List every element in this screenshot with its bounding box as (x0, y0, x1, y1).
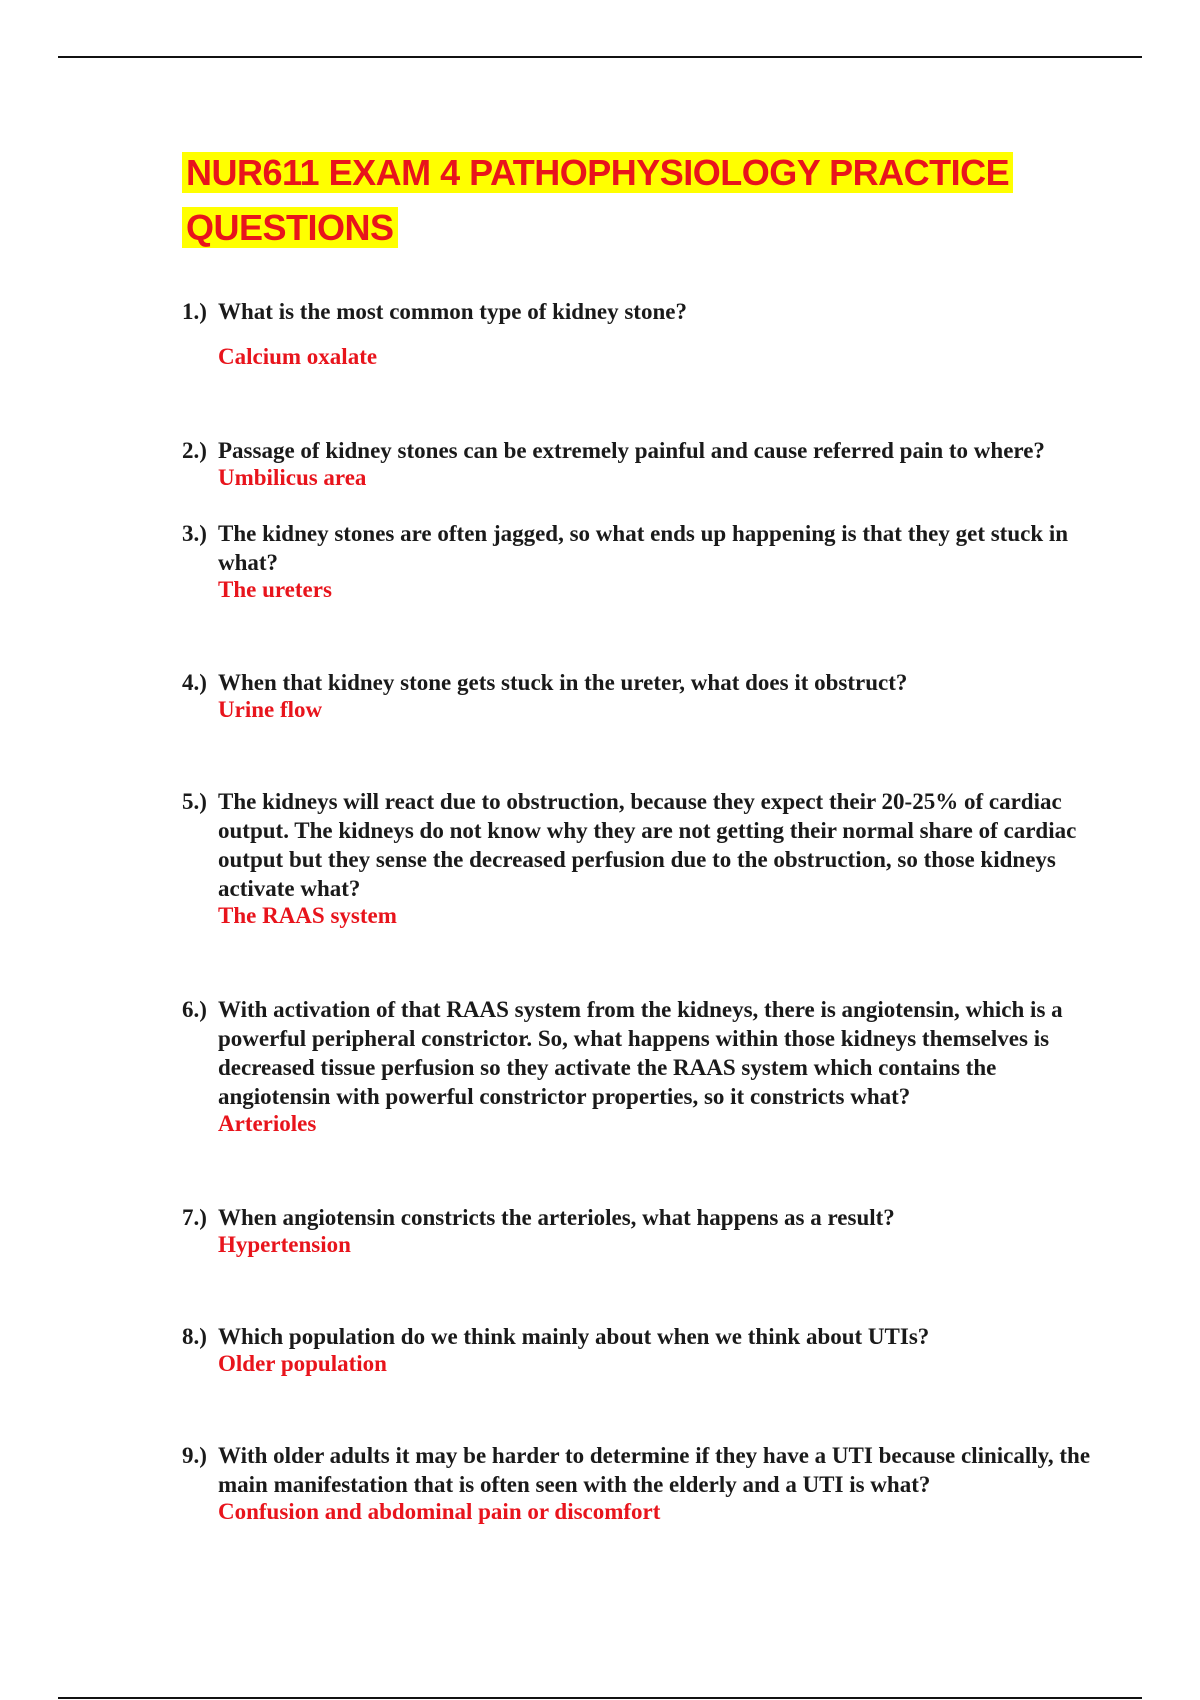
question-item (182, 787, 1092, 929)
answer-text: Arterioles (218, 1111, 317, 1136)
question-text: Passage of kidney stones can be extremely painful and cause referred pain to where? (218, 438, 1045, 463)
answer-text: Calcium oxalate (218, 344, 378, 369)
question-text: When that kidney stone gets stuck in the ureter, what does it obstruct? (218, 670, 908, 695)
question-item (182, 1322, 1092, 1377)
answer-text: Older population (218, 1351, 387, 1376)
question-item (182, 436, 1117, 491)
question-number: 8.) (182, 1324, 207, 1349)
question-number: 7.) (182, 1205, 207, 1230)
question-text: With activation of that RAAS system from the kidneys, there is angiotensin, which is a powerful peripheral constrictor. So, what happens within those kidneys themselves is decreased tissue perfusion so they activate the RAAS system which contains the angiotensin with powerful constrictor properties, so it constricts what? (218, 997, 1063, 1109)
question-number: 5.) (182, 789, 207, 814)
question-text: When angiotensin constricts the arterioles, what happens as a result? (218, 1205, 895, 1230)
question-number: 2.) (182, 438, 207, 463)
question-number: 1.) (182, 299, 207, 324)
question-number: 9.) (182, 1443, 207, 1468)
question-item (182, 519, 1092, 603)
answer-text: The ureters (218, 577, 332, 602)
answer-text: Hypertension (218, 1232, 351, 1257)
question-item (182, 668, 1092, 723)
question-text: Which population do we think mainly about when we think about UTIs? (218, 1324, 930, 1349)
answer-text: Confusion and abdominal pain or discomfort (218, 1499, 661, 1524)
top-rule (58, 56, 1142, 58)
question-number: 6.) (182, 997, 207, 1022)
question-item (182, 1203, 1092, 1258)
question-text: The kidney stones are often jagged, so what ends up happening is that they get stuck in what? (218, 521, 1069, 575)
title-line-1: NUR611 EXAM 4 PATHOPHYSIOLOGY PRACTICE (182, 152, 1013, 193)
question-number: 4.) (182, 670, 207, 695)
bottom-rule (58, 1697, 1142, 1699)
question-text: The kidneys will react due to obstruction, because they expect their 20-25% of cardiac output. The kidneys do not know why they are not getting their normal share of cardiac output but they sense the decreased perfusion due to the obstruction, so those kidneys activate what? (218, 789, 1077, 901)
page-title (182, 145, 1082, 255)
question-item (182, 297, 1092, 370)
question-item (182, 1441, 1092, 1525)
question-text: With older adults it may be harder to determine if they have a UTI because clinically, the main manifestation that is often seen with the elderly and a UTI is what? (218, 1443, 1091, 1497)
answer-text: The RAAS system (218, 903, 397, 928)
question-number: 3.) (182, 521, 207, 546)
answer-text: Urine flow (218, 697, 323, 722)
question-text: What is the most common type of kidney stone? (218, 299, 687, 324)
question-item (182, 995, 1092, 1137)
answer-text: Umbilicus area (218, 465, 367, 490)
title-line-2: QUESTIONS (182, 207, 398, 248)
